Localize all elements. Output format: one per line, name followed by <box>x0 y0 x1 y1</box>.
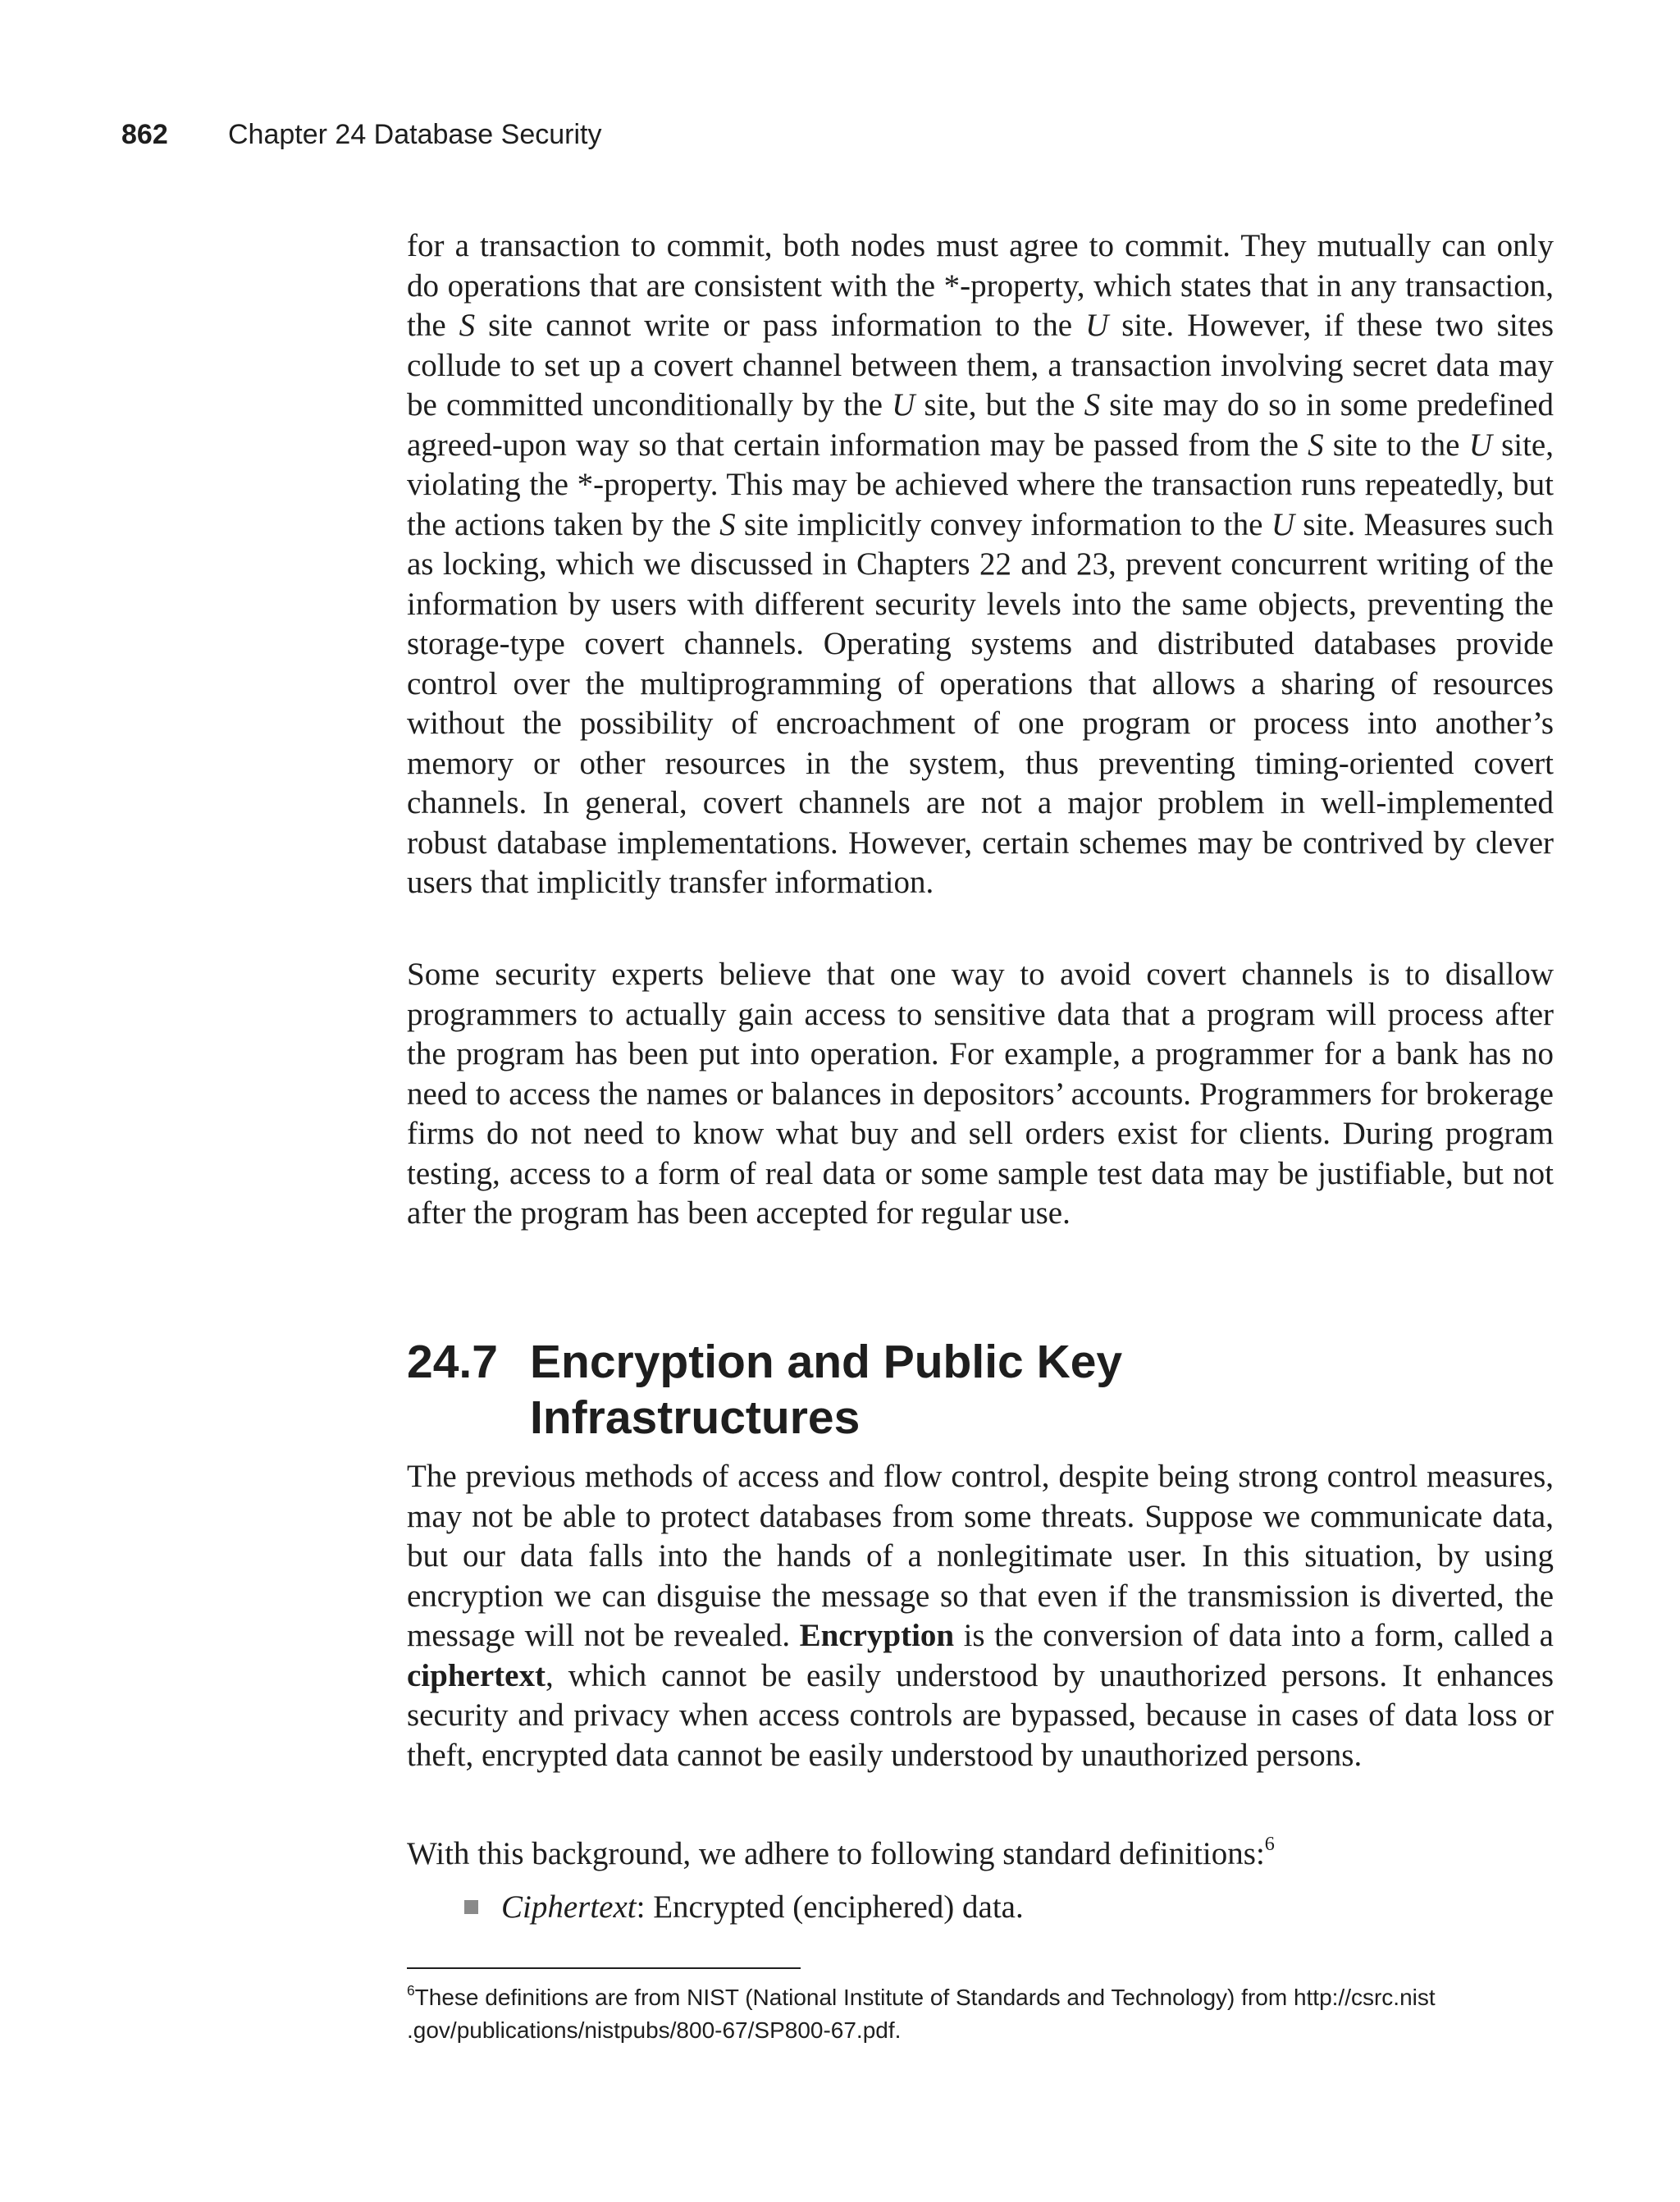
footnote-text: These definitions are from NIST (National Institute of Standards and Technology) from http://csrc.nist .gov/publications/nistpubs/800-67/SP800-67.pdf. <box>407 1985 1436 2043</box>
definition-list-item <box>464 1888 1024 1928</box>
definition-term: Ciphertext <box>501 1889 637 1925</box>
section-heading <box>407 1334 1554 1446</box>
paragraph-covert-channels: for a transaction to commit, both nodes must agree to commit. They mutually can only do operations that are consistent with the *-property, which states that in any transaction, the S site cannot write or pass information to the U site. However, if these two sites collude to set up a covert channel between them, a transaction involving secret data may be committed unconditionally by the U site, but the S site may do so in some predefined agreed-upon way so that certain information may be passed from the S site to the U site, violating the *-property. This may be achieved where the transaction runs repeatedly, but the actions taken by the S site implicitly convey information to the U site. Measures such as locking, which we discussed in Chapters 22 and 23, prevent concurrent writing of the information by users with different security levels into the same objects, preventing the storage-type covert channels. Operating systems and distributed databases provide control over the multiprogramming of operations that allows a sharing of resources without the possibility of encroachment of one program or process into another’s memory or other resources in the system, thus preventing timing-oriented covert channels. In general, covert channels are not a major problem in well-implemented robust database implementations. However, certain schemes may be contrived by clever users that implicitly transfer information. <box>407 228 1554 900</box>
chapter-title: Chapter 24 Database Security <box>228 119 602 150</box>
term-encryption: Encryption <box>799 1618 955 1653</box>
footnote-divider <box>407 1967 801 1969</box>
footnote-marker: 6 <box>407 1981 415 1999</box>
section-title: Encryption and Public Key Infrastructures <box>530 1336 1123 1444</box>
page-number: 862 <box>121 119 168 150</box>
paragraph-encryption-intro: The previous methods of access and flow control, despite being strong control measures, may not be able to protect databases from some threats. Suppose we communicate data, but our data falls into the hands of a nonlegitimate user. In this situation, by using encryption we can disguise the message so that even if the transmission is diverted, the message will not be revealed. Encryption is the conversion of data into a form, called a ciphertext, which cannot be easily understood by unauthorized persons. It enhances security and privacy when access controls are bypassed, because in cases of data loss or theft, encrypted data cannot be easily understood by unauthorized persons. <box>407 1459 1554 1773</box>
paragraph-definitions-intro: With this background, we adhere to following standard definitions:$^6$ <box>407 1833 1275 1871</box>
running-head <box>121 116 601 153</box>
paragraph-security-experts: Some security experts believe that one way to avoid covert channels is to disallow programmers to actually gain access to sensitive data that a program will process after the program has been put into operation. For example, a programmer for a bank has no need to access the names or balances in depositors’ accounts. Programmers for brokerage firms do not need to know what buy and sell orders exist for clients. During program testing, access to a form of real data or some sample test data may be justifiable, but not after the program has been accepted for regular use. <box>407 957 1554 1231</box>
square-bullet-icon <box>464 1900 478 1914</box>
term-ciphertext: ciphertext <box>407 1657 546 1693</box>
definition-text: : Encrypted (enciphered) data. <box>636 1889 1024 1925</box>
footnote <box>407 1981 1554 2047</box>
section-number: 24.7 <box>407 1336 498 1388</box>
footnote-reference: 6 <box>1264 1833 1275 1856</box>
